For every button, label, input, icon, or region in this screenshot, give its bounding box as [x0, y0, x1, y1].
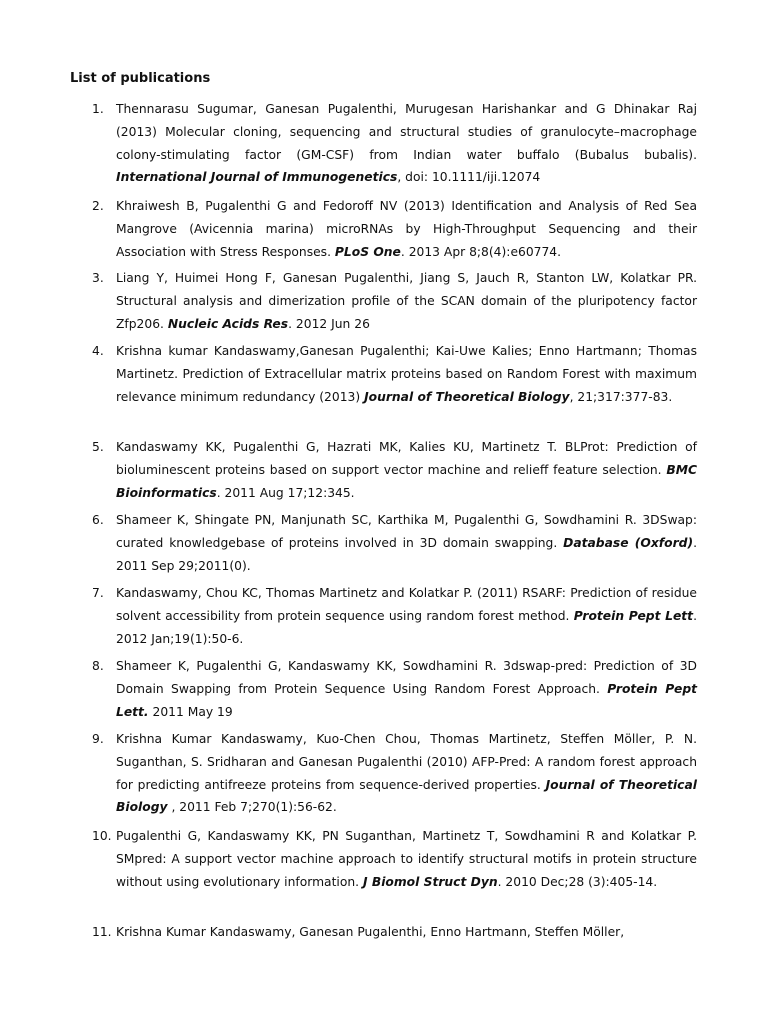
publication-number: 8. [92, 659, 104, 673]
publication-citation: , 21;317:377-83. [569, 389, 673, 404]
publication-text [116, 582, 697, 650]
publication-text [116, 340, 697, 408]
publication-number: 10. [92, 829, 112, 843]
publication-number: 3. [92, 271, 104, 285]
publication-number: 5. [92, 440, 104, 454]
publication-item [92, 98, 697, 189]
publication-text [116, 98, 697, 189]
publication-item [92, 436, 697, 504]
publication-text [116, 509, 697, 577]
publication-citation: . 2012 Jan;19(1):50-6. [116, 608, 697, 646]
publication-journal: Journal of Theoretical Biology [116, 777, 697, 815]
publication-number: 1. [92, 102, 104, 116]
publication-citation: . 2013 Apr 8;8(4):e60774. [400, 244, 562, 259]
publication-journal: Nucleic Acids Res [167, 316, 289, 331]
publication-authors-title: Shameer K, Shingate PN, Manjunath SC, Karthika M, Pugalenthi G, Sowdhamini R. 3DSwap: curated knowledgebase of proteins involved in 3D domain swapping. [116, 513, 697, 550]
publication-item [92, 921, 697, 944]
publication-item [92, 655, 697, 723]
publication-authors-title: Krishna kumar Kandaswamy,Ganesan Pugalenthi; Kai-Uwe Kalies; Enno Hartmann; Thomas Martinetz. Prediction of Extracellular matrix proteins based on Random Forest with maximum relevance minimum redundancy (2013) [116, 344, 697, 404]
publication-citation: . 2010 Dec;28 (3):405-14. [497, 874, 658, 889]
publication-authors-title: Khraiwesh B, Pugalenthi G and Fedoroff NV (2013) Identification and Analysis of Red Sea Mangrove (Avicennia marina) microRNAs by High-Throughput Sequencing and their Association with Stress Responses. [116, 199, 697, 259]
publication-citation: . 2011 Aug 17;12:345. [216, 485, 355, 500]
publication-journal: International Journal of Immunogenetics [116, 170, 398, 185]
publication-authors-title: Kandaswamy KK, Pugalenthi G, Hazrati MK, Kalies KU, Martinetz T. BLProt: Prediction of bioluminescent proteins based on support vector machine and relieff feature selection. [116, 440, 697, 477]
publication-item [92, 267, 697, 335]
publication-item [92, 582, 697, 650]
publication-journal: PLoS One [334, 244, 401, 259]
publication-item [92, 728, 697, 819]
publication-text [116, 825, 697, 893]
publication-item [92, 509, 697, 577]
publication-number: 2. [92, 199, 104, 213]
publication-citation: , 2011 Feb 7;270(1):56-62. [167, 800, 337, 815]
publication-authors-title: Krishna Kumar Kandaswamy, Ganesan Pugalenthi, Enno Hartmann, Steffen Möller, [116, 925, 625, 939]
publication-journal: Database (Oxford) [563, 535, 694, 550]
publication-journal: BMC Bioinformatics [116, 462, 697, 500]
publication-text [116, 921, 697, 944]
publication-journal: Journal of Theoretical Biology [364, 389, 570, 404]
publication-authors-title: Liang Y, Huimei Hong F, Ganesan Pugalenthi, Jiang S, Jauch R, Stanton LW, Kolatkar PR. Structural analysis and dimerization profile of the SCAN domain of the pluripotency factor Zfp206. [116, 271, 697, 331]
publication-item [92, 195, 697, 263]
publication-text [116, 655, 697, 723]
publication-authors-title: Pugalenthi G, Kandaswamy KK, PN Suganthan, Martinetz T, Sowdhamini R and Kolatkar P. SMpred: A support vector machine approach to identify structural motifs in protein structure without using evolutionary information. [116, 829, 697, 889]
publication-number: 9. [92, 732, 104, 746]
publication-authors-title: Krishna Kumar Kandaswamy, Kuo-Chen Chou, Thomas Martinetz, Steffen Möller, P. N. Suganthan, S. Sridharan and Ganesan Pugalenthi (2010) AFP-Pred: A random forest approach for predicting antifreeze proteins from sequence-derived properties. [116, 732, 697, 792]
publication-citation: . 2012 Jun 26 [288, 316, 370, 331]
publication-journal: Protein Pept Lett [573, 608, 694, 623]
publication-text [116, 195, 697, 263]
publication-authors-title: Kandaswamy, Chou KC, Thomas Martinetz and Kolatkar P. (2011) RSARF: Prediction of residue solvent accessibility from protein sequence using random forest method. [116, 586, 697, 623]
publication-journal: Protein Pept Lett. [116, 681, 697, 719]
publication-citation: , doi: 10.1111/iji.12074 [397, 170, 541, 185]
publication-number: 4. [92, 344, 104, 358]
publication-text [116, 728, 697, 819]
publication-authors-title: Shameer K, Pugalenthi G, Kandaswamy KK, Sowdhamini R. 3dswap-pred: Prediction of 3D Domain Swapping from Protein Sequence Using Random Forest Approach. [116, 659, 697, 696]
publication-number: 11. [92, 925, 112, 939]
publication-number: 7. [92, 586, 104, 600]
publication-citation: . 2011 Sep 29;2011(0). [116, 535, 698, 573]
publication-text [116, 267, 697, 335]
publication-authors-title: Thennarasu Sugumar, Ganesan Pugalenthi, Murugesan Harishankar and G Dhinakar Raj (2013) Molecular cloning, sequencing and structural studies of granulocyte–macrophage colony-stimulating factor (GM-CSF) from Indian water buffalo (Bubalus bubalis). [116, 102, 697, 162]
publication-text [116, 436, 697, 504]
publication-citation: 2011 May 19 [148, 704, 233, 719]
list-heading: List of publications [70, 71, 211, 86]
publication-number: 6. [92, 513, 104, 527]
publication-journal: J Biomol Struct Dyn [362, 874, 498, 889]
publication-item [92, 340, 697, 408]
publication-item [92, 825, 697, 893]
